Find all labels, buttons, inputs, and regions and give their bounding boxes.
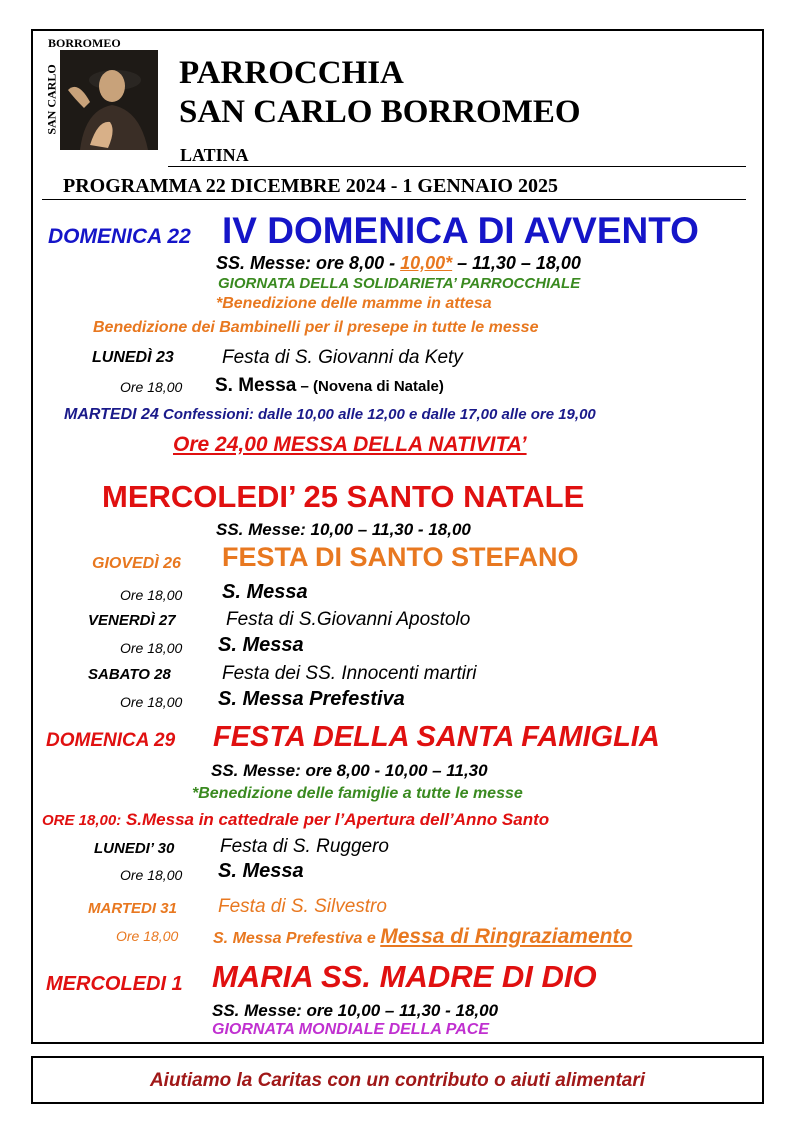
mass-23: S. Messa – (Novena di Natale) [215,375,444,396]
mass-30: S. Messa [218,860,304,882]
day-label-1: MERCOLEDI 1 [46,973,183,995]
caritas-box [31,1056,764,1104]
feast-30: Festa di S. Ruggero [220,836,389,857]
parish-title-line2: SAN CARLO BORROMEO [179,94,581,130]
time-30: Ore 18,00 [120,867,183,883]
feast-28: Festa dei SS. Innocenti martiri [222,663,477,684]
title-22: IV DOMENICA DI AVVENTO [222,210,699,251]
confessions-24: Confessioni: dalle 10,00 alle 12,00 e dalle 17,00 alle ore 19,00 [158,406,596,423]
cathedral-time: ORE 18,00: [42,812,122,829]
ringraziamento: Messa di Ringraziamento [380,925,633,948]
benedizione-bambinelli: Benedizione dei Bambinelli per il presepe in tutte le messe [93,319,539,336]
program-dates: PROGRAMMA 22 DICEMBRE 2024 - 1 GENNAIO 2025 [63,175,558,197]
day-label-22: DOMENICA 22 [48,225,191,248]
caritas-text: Aiutiamo la Caritas con un contributo o aiuti alimentari [149,1070,646,1091]
time-23: Ore 18,00 [120,379,183,395]
cathedral-line [42,811,549,828]
day-label-23: LUNEDÌ 23 [92,349,174,366]
time-26: Ore 18,00 [120,587,183,603]
masses-25: SS. Messe: 10,00 – 11,30 - 18,00 [216,520,471,539]
time-28: Ore 18,00 [120,694,183,710]
feast-23: Festa di S. Giovanni da Kety [222,347,463,368]
logo-top-text: BORROMEO [44,36,158,50]
giornata-pace: GIORNATA MONDIALE DELLA PACE [212,1021,490,1038]
giornata-solidarieta: GIORNATA DELLA SOLIDARIETA’ PARROCCHIALE [218,275,581,292]
feast-31: Festa di S. Silvestro [218,896,387,917]
day-label-28: SABATO 28 [88,666,171,683]
parish-logo [44,36,158,150]
day-label-27: VENERDÌ 27 [88,612,176,629]
day-label-26: GIOVEDÌ 26 [92,555,181,572]
title-29: FESTA DELLA SANTA FAMIGLIA [213,721,660,753]
city-name: LATINA [180,145,249,165]
day-label-29: DOMENICA 29 [46,730,176,751]
title-26: FESTA DI SANTO STEFANO [222,542,579,572]
benedizione-famiglie: *Benedizione delle famiglie a tutte le messe [192,785,523,802]
martedi-24-line [64,407,596,423]
feast-27: Festa di S.Giovanni Apostolo [226,609,471,630]
header-rule-bottom [42,199,746,200]
benedizione-mamme: *Benedizione delle mamme in attesa [216,295,492,312]
masses-1: SS. Messe: ore 10,00 – 11,30 - 18,00 [212,1001,499,1020]
masses-22-highlight: 10,00* [400,253,453,273]
title-1: MARIA SS. MADRE DI DIO [212,959,597,994]
time-27: Ore 18,00 [120,640,183,656]
title-25: MERCOLEDI’ 25 SANTO NATALE [102,479,585,514]
mass-27: S. Messa [218,634,304,656]
mass-26: S. Messa [222,581,308,603]
day-label-24: MARTEDI 24 [64,406,159,423]
nativity-mass: Ore 24,00 MESSA DELLA NATIVITA’ [173,433,527,456]
day-label-31: MARTEDI 31 [88,900,177,917]
cathedral-text: S.Messa in cattedrale per l’Apertura dell’Anno Santo [121,810,550,829]
day-label-30: LUNEDI’ 30 [94,840,175,857]
saint-portrait-image [60,50,158,150]
masses-22: SS. Messe: ore 8,00 - 10,00* – 11,30 – 18,00 [216,253,581,273]
time-31: Ore 18,00 [116,928,179,944]
header-rule-top [168,166,746,167]
masses-29: SS. Messe: ore 8,00 - 10,00 – 11,30 [211,761,488,780]
mass-31: S. Messa Prefestiva e Messa di Ringraziamento [213,925,633,948]
logo-side-text: SAN CARLO [44,64,59,135]
parish-title-line1: PARROCCHIA [179,55,404,91]
mass-28: S. Messa Prefestiva [218,688,405,710]
